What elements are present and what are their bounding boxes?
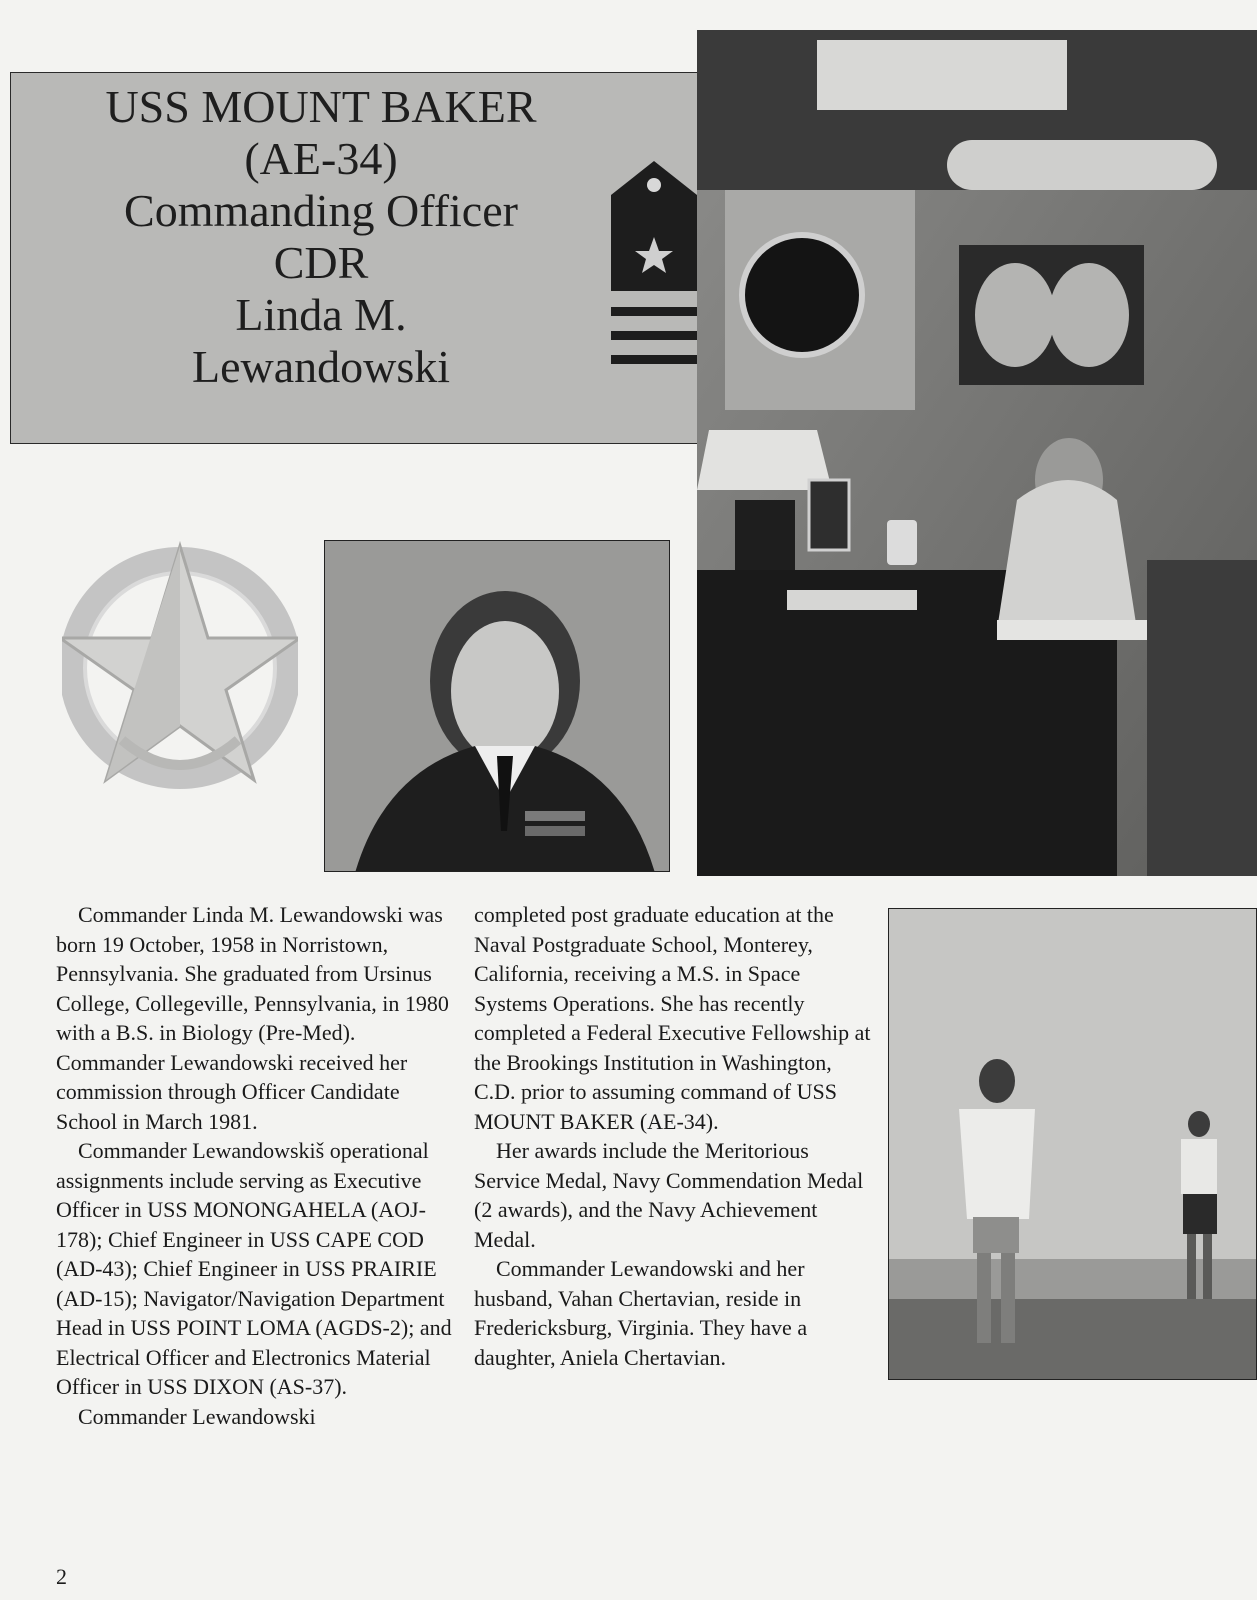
paragraph-postgraduate: completed post graduate education at the Naval Postgraduate School, Monterey, California, receiving a M.S. in Space Systems Operations. She has recently completed a Federal Executive Fellowship at the Brookings Institution in Washington, C.D. prior to assuming command of USS MOUNT BAKER (AE-34). [474, 902, 871, 1134]
title-line-last-name: Lewandowski [191, 341, 451, 392]
shoulder-board-icon [609, 159, 699, 371]
body-column-right [474, 900, 874, 1372]
paragraph-continued-start: Commander Lewandowski [78, 1403, 316, 1429]
paragraph-birth-education: Commander Linda M. Lewandowski was born 19 October, 1958 in Norristown, Pennsylvania. She graduated from Ursinus College, Collegeville, Pennsylvania, in 1980 with a B.S. in Biology (Pre-Med). Commander Lewandowski received her commission through Officer Candidate School in March 1981. [56, 902, 449, 1134]
paragraph-assignments: Commander Lewandowskiš operational assignments include serving as Executive Officer in USS MONONGAHELA (AOJ-178); Chief Engineer in USS CAPE COD (AD-43); Chief Engineer in USS PRAIRIE (AD-15); Navigator/Navigation Department Head in USS POINT LOMA (AGDS-2); and Electrical Officer and Electronics Material Officer in USS DIXON (AS-37). [56, 1138, 452, 1399]
desk-photo [697, 30, 1257, 876]
title-line-role: Commanding Officer [124, 185, 518, 236]
page-number: 2 [56, 1564, 67, 1589]
page-title [31, 81, 611, 393]
title-line-hull: (AE-34) [244, 133, 398, 184]
flight-deck-photo [888, 908, 1257, 1380]
paragraph-family: Commander Lewandowski and her husband, Vahan Chertavian, reside in Fredericksburg, Virginia. They have a daughter, Aniela Chertavian. [474, 1256, 808, 1370]
title-line-ship: USS MOUNT BAKER [105, 81, 537, 132]
command-star-insignia-icon [62, 540, 298, 790]
title-line-first-name: Linda M. [235, 289, 407, 340]
body-column-left [56, 900, 456, 1431]
paragraph-awards: Her awards include the Meritorious Service Medal, Navy Commendation Medal (2 awards), and the Navy Achievement Medal. [474, 1138, 864, 1252]
title-line-rank: CDR [273, 237, 369, 288]
title-box [10, 72, 700, 444]
portrait-photo [324, 540, 670, 872]
